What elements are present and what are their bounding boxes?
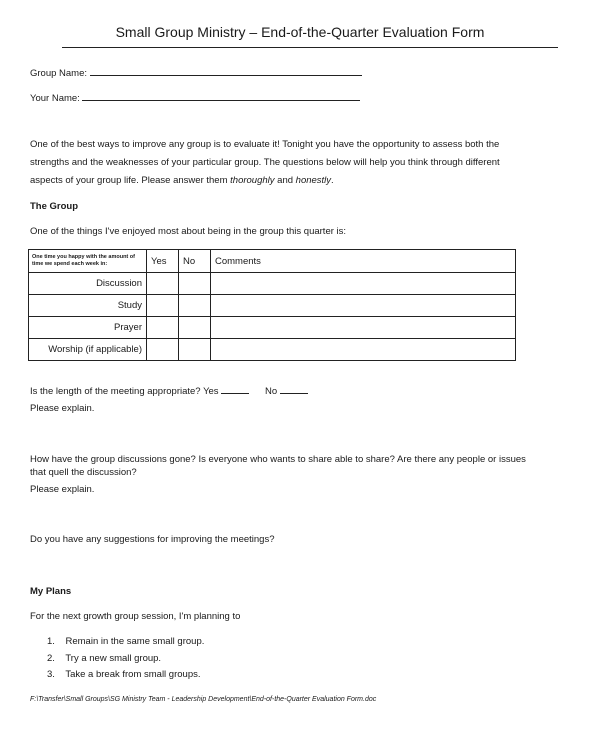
plan-text: Try a new small group. bbox=[65, 653, 162, 664]
no-cell[interactable] bbox=[179, 273, 211, 295]
meeting-length-question bbox=[30, 386, 308, 397]
plans-prompt: For the next growth group session, I'm planning to bbox=[30, 611, 241, 622]
file-path-footer: F:\Transfer\Small Groups\SG Ministry Team - Leadership Development\End-of-the-Quarter Evaluation Form.doc bbox=[30, 696, 377, 703]
intro-and: and bbox=[274, 175, 296, 186]
group-name-label: Group Name: bbox=[30, 68, 88, 79]
table-row bbox=[29, 273, 516, 295]
intro-line-2: strengths and the weaknesses of your particular group. The questions below will help you think through different bbox=[30, 157, 500, 168]
discussions-question-line-2: that quell the discussion? bbox=[30, 467, 137, 478]
suggestions-question: Do you have any suggestions for improving the meetings? bbox=[30, 534, 275, 545]
section-the-group: The Group bbox=[30, 201, 79, 212]
table-row bbox=[29, 295, 516, 317]
meeting-length-no-blank[interactable] bbox=[280, 393, 308, 394]
table-row bbox=[29, 339, 516, 361]
no-cell[interactable] bbox=[179, 295, 211, 317]
table-row bbox=[29, 317, 516, 339]
list-item[interactable] bbox=[47, 653, 161, 664]
list-item[interactable] bbox=[47, 669, 201, 680]
plan-number: 1. bbox=[47, 636, 55, 647]
table-header-yes: Yes bbox=[147, 250, 179, 273]
yes-cell[interactable] bbox=[147, 339, 179, 361]
yes-cell[interactable] bbox=[147, 317, 179, 339]
plan-number: 3. bbox=[47, 669, 55, 680]
your-name-blank[interactable] bbox=[82, 100, 360, 101]
table-header-no: No bbox=[179, 250, 211, 273]
no-cell[interactable] bbox=[179, 339, 211, 361]
form-title: Small Group Ministry – End-of-the-Quarter Evaluation Form bbox=[115, 24, 485, 40]
intro-line-1: One of the best ways to improve any group is to evaluate it! Tonight you have the opportunity to assess both the bbox=[30, 139, 500, 150]
yes-cell[interactable] bbox=[147, 273, 179, 295]
comments-cell[interactable] bbox=[211, 317, 516, 339]
list-item[interactable] bbox=[47, 636, 204, 647]
group-name-blank[interactable] bbox=[90, 75, 362, 76]
activity-prayer: Prayer bbox=[29, 317, 147, 339]
comments-cell[interactable] bbox=[211, 295, 516, 317]
intro-line-3-start: aspects of your group life. Please answer them bbox=[30, 175, 231, 186]
title-underline bbox=[62, 47, 558, 48]
your-name-label: Your Name: bbox=[30, 93, 80, 104]
your-name-field bbox=[30, 93, 360, 104]
intro-line-3 bbox=[30, 175, 334, 186]
activity-worship: Worship (if applicable) bbox=[29, 339, 147, 361]
meeting-length-yes-blank[interactable] bbox=[221, 393, 249, 394]
comments-cell[interactable] bbox=[211, 339, 516, 361]
yes-cell[interactable] bbox=[147, 295, 179, 317]
table-header-question: One time you happy with the amount of time we spend each week in: bbox=[29, 250, 147, 273]
plan-number: 2. bbox=[47, 653, 55, 664]
intro-period: . bbox=[331, 175, 334, 186]
table-header-row bbox=[29, 250, 516, 273]
meeting-length-explain: Please explain. bbox=[30, 403, 95, 414]
comments-cell[interactable] bbox=[211, 273, 516, 295]
group-name-field bbox=[30, 68, 362, 79]
meeting-length-no-label: No bbox=[265, 386, 278, 397]
discussions-explain: Please explain. bbox=[30, 484, 95, 495]
table-header-comments: Comments bbox=[211, 250, 516, 273]
evaluation-table bbox=[28, 249, 516, 361]
plan-text: Remain in the same small group. bbox=[65, 636, 205, 647]
intro-em-honestly: honestly bbox=[295, 175, 332, 186]
meeting-length-yes-label: Yes bbox=[203, 386, 219, 397]
activity-discussion: Discussion bbox=[29, 273, 147, 295]
intro-em-thoroughly: thoroughly bbox=[230, 175, 275, 186]
discussions-question-line-1: How have the group discussions gone? Is everyone who wants to share able to share? Are there any people or issues bbox=[30, 454, 526, 465]
meeting-length-text: Is the length of the meeting appropriate? bbox=[30, 386, 201, 397]
plan-text: Take a break from small groups. bbox=[65, 669, 201, 680]
section-my-plans: My Plans bbox=[30, 586, 72, 597]
enjoyed-prompt: One of the things I've enjoyed most about being in the group this quarter is: bbox=[30, 226, 347, 237]
no-cell[interactable] bbox=[179, 317, 211, 339]
activity-study: Study bbox=[29, 295, 147, 317]
